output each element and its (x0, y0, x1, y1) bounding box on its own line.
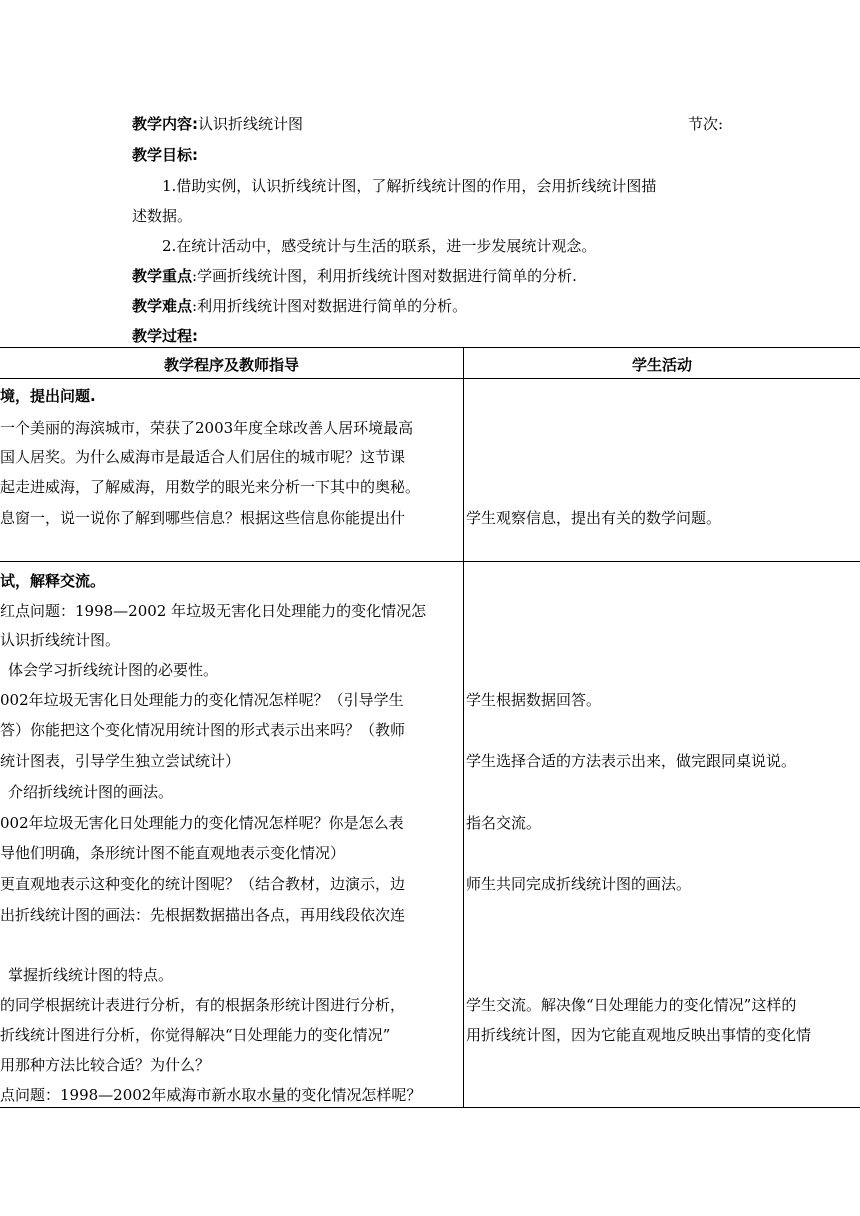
row2-right-r3: 指名交流。 (466, 814, 542, 832)
row1-left-line-2: 国人居奖。为什么威海市是最适合人们居住的城市呢？这节课 (0, 448, 406, 466)
row2-left-line-3: 体会学习折线统计图的必要性。 (8, 661, 219, 679)
row2-left-line-17: 点问题：1998—2002年威海市新水取水量的变化情况怎样呢？ (0, 1086, 422, 1104)
table-row-divider (0, 561, 860, 562)
row2-right-r1: 学生根据数据回答。 (466, 691, 602, 709)
table-column-divider (463, 347, 464, 1108)
row2-left-line-8: 002年垃圾无害化日处理能力的变化情况怎样呢？你是怎么表 (0, 814, 404, 832)
content-label: 教学内容: (132, 115, 198, 133)
process-label: 教学过程: (132, 327, 198, 345)
row2-left-line-9: 导他们明确，条形统计图不能直观地表示变化情况） (0, 844, 346, 862)
difficulty-label: 教学难点 (132, 297, 193, 315)
content-value: 认识折线统计图 (198, 115, 304, 133)
table-header-border (0, 378, 860, 379)
row2-left-line-1: 红点问题：1998—2002 年垃圾无害化日处理能力的变化情况怎 (0, 602, 427, 620)
goal-1-line-b: 述数据。 (132, 207, 193, 225)
key-point-label: 教学重点 (132, 267, 193, 285)
goal-1-line-a: 1.借助实例，认识折线统计图，了解折线统计图的作用，会用折线统计图描 (162, 177, 657, 195)
goal-2: 2.在统计活动中，感受统计与生活的联系，进一步发展统计观念。 (162, 237, 597, 255)
table-bottom-border (0, 1107, 860, 1108)
row2-left-line-7: 介绍折线统计图的画法。 (8, 783, 174, 801)
col-left-header: 教学程序及教师指导 (163, 356, 299, 374)
row2-left-line-5: 答）你能把这个变化情况用统计图的形式表示出来吗？（教师 (0, 721, 406, 739)
section-label: 节次: (688, 115, 724, 133)
row1-right: 学生观察信息，提出有关的数学问题。 (466, 509, 722, 527)
row2-right-r6: 用折线统计图，因为它能直观地反映出事情的变化情 (466, 1026, 812, 1044)
row2-left-line-6: 统计图表，引导学生独立尝试统计） (0, 752, 241, 770)
row1-left-line-3: 起走进威海，了解威海，用数学的眼光来分析一下其中的奥秘。 (0, 478, 421, 496)
row2-left-line-10: 更直观地表示这种变化的统计图呢？（结合教材，边演示，边 (0, 875, 406, 893)
row1-left-line-4: 息窗一，说一说你了解到哪些信息？根据这些信息你能提出什 (0, 509, 406, 527)
row2-right-r5: 学生交流。解决像“日处理能力的变化情况”这样的 (466, 996, 797, 1014)
row1-left-line-0: 境，提出问题. (0, 387, 96, 405)
row2-left-line-15: 折线统计图进行分析，你觉得解决“日处理能力的变化情况” (0, 1026, 391, 1044)
content-row (132, 114, 303, 134)
difficulty-row (132, 296, 467, 316)
key-point-row (132, 266, 577, 286)
row2-right-r2: 学生选择合适的方法表示出来，做完跟同桌说说。 (466, 752, 797, 770)
row2-left-line-16: 用那种方法比较合适？为什么？ (0, 1056, 211, 1074)
row2-right-r4: 师生共同完成折线统计图的画法。 (466, 875, 692, 893)
goals-label: 教学目标: (132, 146, 198, 164)
row2-left-line-4: 002年垃圾无害化日处理能力的变化情况怎样呢？（引导学生 (0, 691, 404, 709)
col-right-header: 学生活动 (631, 356, 692, 374)
table-top-border (0, 347, 860, 348)
row2-left-line-2: 认识折线统计图。 (0, 631, 121, 649)
row2-left-line-0: 试，解释交流。 (0, 572, 106, 590)
row1-left-line-1: 一个美丽的海滨城市，荣获了2003年度全球改善人居环境最高 (0, 419, 414, 437)
row2-left-line-13: 掌握折线统计图的特点。 (8, 966, 174, 984)
row2-left-line-14: 的同学根据统计表进行分析，有的根据条形统计图进行分析， (0, 996, 406, 1014)
row2-left-line-11: 出折线统计图的画法：先根据数据描出各点，再用线段依次连 (0, 906, 406, 924)
difficulty-value: :利用折线统计图对数据进行简单的分析。 (192, 297, 468, 315)
key-point-value: :学画折线统计图，利用折线统计图对数据进行简单的分析. (192, 267, 577, 285)
